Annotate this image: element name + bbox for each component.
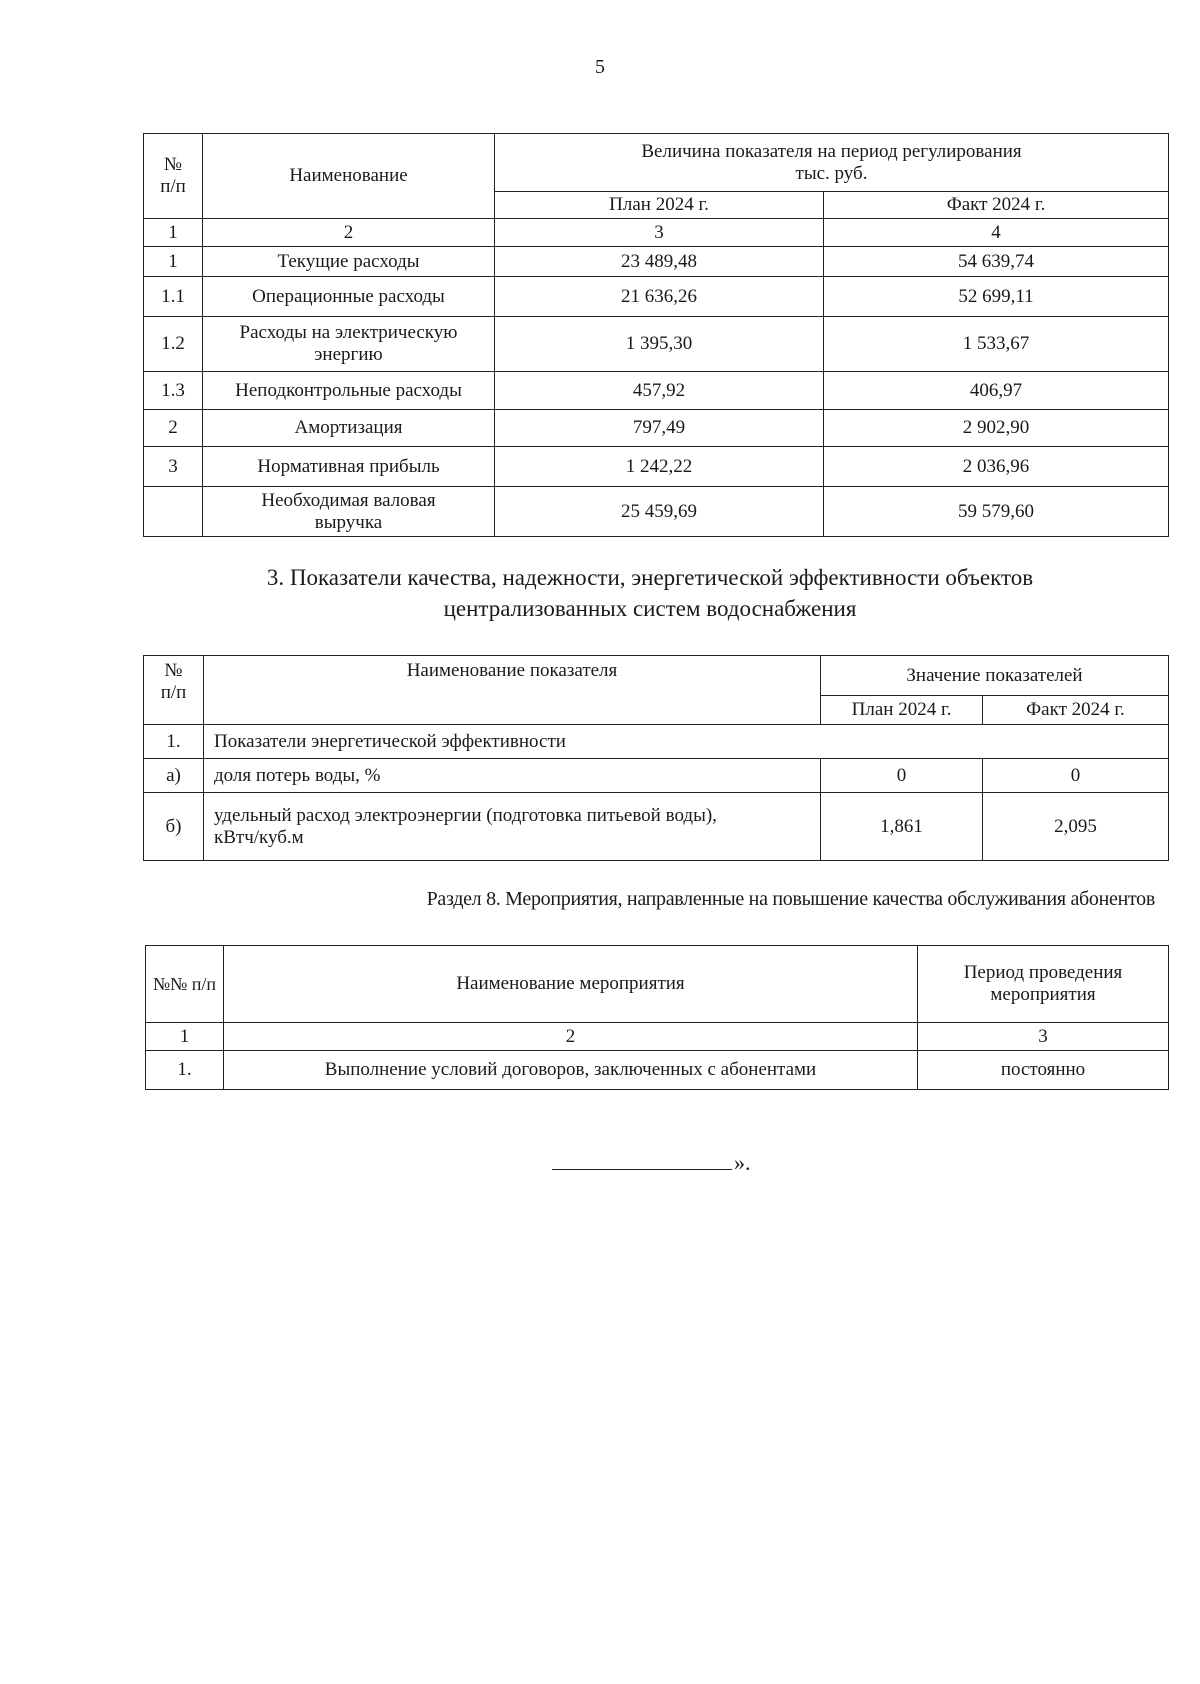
table-row bbox=[144, 247, 1169, 277]
measures-colnum: 3 bbox=[918, 1023, 1169, 1051]
signature-line bbox=[552, 1151, 732, 1170]
quality-head-num: № п/п bbox=[144, 656, 204, 725]
budget-head-name: Наименование bbox=[203, 134, 495, 219]
table-row bbox=[144, 317, 1169, 372]
row-name: Амортизация bbox=[203, 410, 495, 447]
row-plan: 457,92 bbox=[495, 372, 824, 410]
row-fact: 52 699,11 bbox=[824, 277, 1169, 317]
row-fact: 0 bbox=[983, 759, 1169, 793]
row-name: Текущие расходы bbox=[203, 247, 495, 277]
row-plan: 797,49 bbox=[495, 410, 824, 447]
table-row bbox=[144, 759, 1169, 793]
row-fact: 2,095 bbox=[983, 793, 1169, 861]
row-plan: 25 459,69 bbox=[495, 487, 824, 537]
row-num: 1.2 bbox=[144, 317, 203, 372]
quality-head-name: Наименование показателя bbox=[204, 656, 821, 725]
measures-colnum: 1 bbox=[146, 1023, 224, 1051]
row-name: Необходимая валовая выручка bbox=[203, 487, 495, 537]
row-period: постоянно bbox=[918, 1051, 1169, 1090]
row-num: 1. bbox=[144, 725, 204, 759]
row-name: удельный расход электроэнергии (подготовка питьевой воды), кВтч/куб.м bbox=[204, 793, 821, 861]
row-fact: 59 579,60 bbox=[824, 487, 1169, 537]
budget-head-num: № п/п bbox=[144, 134, 203, 219]
row-plan: 0 bbox=[821, 759, 983, 793]
quality-head-plan: План 2024 г. bbox=[821, 696, 983, 725]
table-row bbox=[144, 725, 1169, 759]
closing-mark bbox=[552, 1150, 751, 1176]
row-num: 1 bbox=[144, 247, 203, 277]
section-3-heading: 3. Показатели качества, надежности, энергетической эффективности объектов централизованных систем водоснабжения bbox=[266, 565, 1034, 621]
measures-head-period: Период проведения мероприятия bbox=[918, 946, 1169, 1023]
table-row bbox=[144, 277, 1169, 317]
budget-colnum: 2 bbox=[203, 219, 495, 247]
budget-table bbox=[143, 133, 1169, 537]
closing-quote: ». bbox=[734, 1150, 751, 1175]
row-name: Выполнение условий договоров, заключенных с абонентами bbox=[224, 1051, 918, 1090]
table-row bbox=[144, 447, 1169, 487]
row-name: Операционные расходы bbox=[203, 277, 495, 317]
row-fact: 2 036,96 bbox=[824, 447, 1169, 487]
page-number: 5 bbox=[595, 56, 605, 78]
row-plan: 1 242,22 bbox=[495, 447, 824, 487]
row-num: а) bbox=[144, 759, 204, 793]
table-row bbox=[146, 1051, 1169, 1090]
row-name: Нормативная прибыль bbox=[203, 447, 495, 487]
row-num bbox=[144, 487, 203, 537]
measures-colnum: 2 bbox=[224, 1023, 918, 1051]
row-plan: 1 395,30 bbox=[495, 317, 824, 372]
budget-colnum: 1 bbox=[144, 219, 203, 247]
budget-head-value: Величина показателя на период регулирования тыс. руб. bbox=[495, 134, 1169, 192]
budget-colnum: 3 bbox=[495, 219, 824, 247]
section-8-heading: Раздел 8. Мероприятия, направленные на повышение качества обслуживания абонентов bbox=[426, 888, 1155, 910]
measures-head-num: №№ п/п bbox=[146, 946, 224, 1023]
row-num: 1.1 bbox=[144, 277, 203, 317]
row-plan: 23 489,48 bbox=[495, 247, 824, 277]
row-num: 1.3 bbox=[144, 372, 203, 410]
measures-table bbox=[145, 945, 1169, 1090]
row-num: 1. bbox=[146, 1051, 224, 1090]
budget-colnum: 4 bbox=[824, 219, 1169, 247]
row-num: 2 bbox=[144, 410, 203, 447]
budget-head-plan: План 2024 г. bbox=[495, 192, 824, 219]
quality-head-fact: Факт 2024 г. bbox=[983, 696, 1169, 725]
quality-head-value: Значение показателей bbox=[821, 656, 1169, 696]
table-row bbox=[144, 372, 1169, 410]
row-fact: 406,97 bbox=[824, 372, 1169, 410]
row-fact: 2 902,90 bbox=[824, 410, 1169, 447]
row-name: Неподконтрольные расходы bbox=[203, 372, 495, 410]
budget-head-fact: Факт 2024 г. bbox=[824, 192, 1169, 219]
row-fact: 54 639,74 bbox=[824, 247, 1169, 277]
table-row bbox=[144, 410, 1169, 447]
row-fact: 1 533,67 bbox=[824, 317, 1169, 372]
row-plan: 21 636,26 bbox=[495, 277, 824, 317]
row-name: доля потерь воды, % bbox=[204, 759, 821, 793]
row-name: Расходы на электрическую энергию bbox=[203, 317, 495, 372]
row-name: Показатели энергетической эффективности bbox=[204, 725, 1169, 759]
row-num: 3 bbox=[144, 447, 203, 487]
measures-head-name: Наименование мероприятия bbox=[224, 946, 918, 1023]
table-row bbox=[144, 487, 1169, 537]
table-row bbox=[144, 793, 1169, 861]
row-plan: 1,861 bbox=[821, 793, 983, 861]
quality-table bbox=[143, 655, 1169, 861]
row-num: б) bbox=[144, 793, 204, 861]
